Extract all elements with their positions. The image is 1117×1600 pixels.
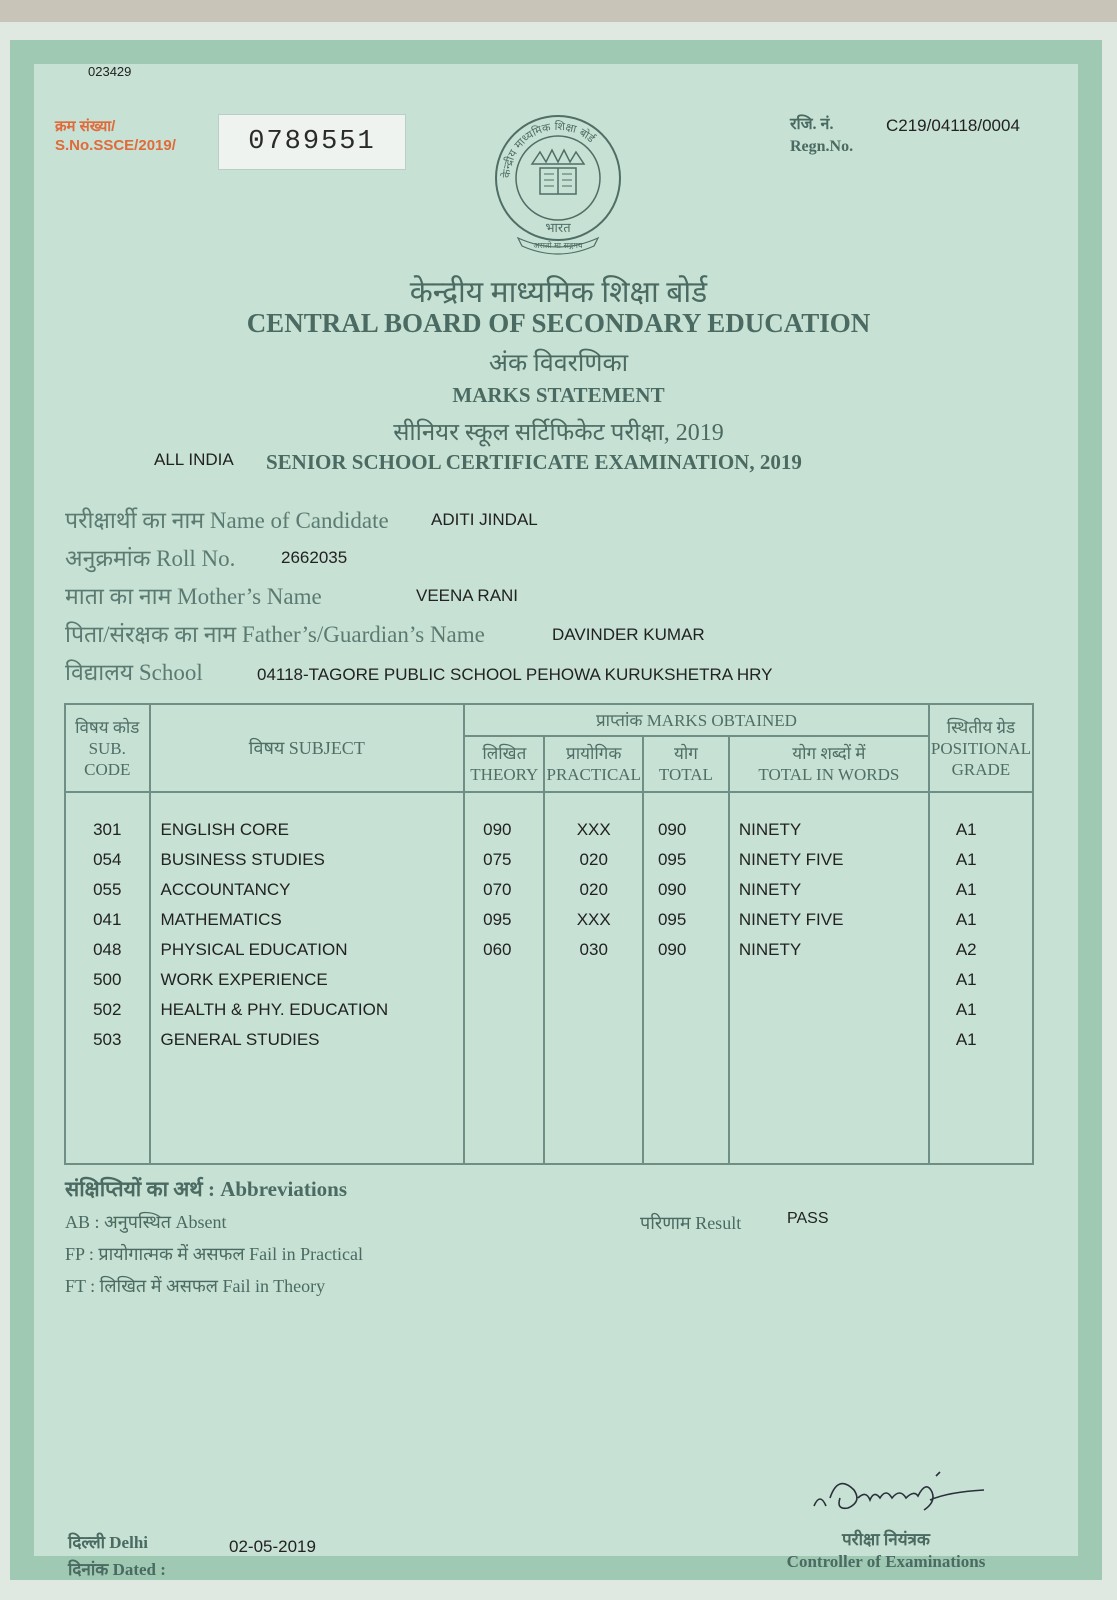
board-name-hindi: केन्द्रीय माध्यमिक शिक्षा बोर्ड <box>409 276 708 309</box>
school-name: 04118-TAGORE PUBLIC SCHOOL PEHOWA KURUKSHETRA HRY <box>257 665 773 684</box>
controller-title-english: Controller of Examinations <box>786 1552 986 1571</box>
table-cell-subject: GENERAL STUDIES <box>160 1030 320 1049</box>
table-cell-grade: A1 <box>955 820 977 839</box>
table-cell-grade: A2 <box>955 940 977 959</box>
header-code-en2: CODE <box>84 759 131 779</box>
table-cell-code: 055 <box>93 880 122 899</box>
table-cell-theory: 070 <box>483 880 512 899</box>
place-label: दिल्ली Delhi <box>68 1533 148 1552</box>
column-total-in-words <box>729 792 929 1164</box>
table-cell-code: 048 <box>93 940 122 959</box>
table-cell-grade: A1 <box>955 1000 977 1019</box>
controller-signature <box>808 1462 988 1537</box>
abbr-fail-theory: FT : लिखित में असफल Fail in Theory <box>65 1276 326 1296</box>
serial-number-box <box>218 114 406 170</box>
table-cell-theory: 095 <box>483 910 512 929</box>
emblem-text-top: केन्द्रीय माध्यमिक शिक्षा बोर्ड <box>499 119 598 179</box>
table-cell-subject: ENGLISH CORE <box>160 820 289 839</box>
table-cell-total: 095 <box>657 850 687 869</box>
table-cell-subject: MATHEMATICS <box>160 910 282 929</box>
table-cell-total: 090 <box>657 880 687 899</box>
table-cell-total: 090 <box>657 820 687 839</box>
table-cell-theory: 075 <box>483 850 512 869</box>
header-sub-code <box>65 704 150 792</box>
marks-table <box>64 703 1034 1165</box>
header-words-en: TOTAL IN WORDS <box>758 765 900 784</box>
header-grade-en1: POSITIONAL <box>930 738 1031 758</box>
school-label: विद्यालय School <box>65 660 203 685</box>
table-cell-code: 301 <box>93 820 122 839</box>
column-code <box>65 792 150 1164</box>
regn-label-en: Regn.No. <box>790 138 854 155</box>
father-name-label: पिता/संरक्षक का नाम Father’s/Guardian’s Name <box>65 622 485 647</box>
header-words-hi: योग शब्दों में <box>792 744 866 763</box>
dated-label: दिनांक Dated : <box>68 1560 166 1579</box>
header-total-en: TOTAL <box>658 765 713 784</box>
header-theory-en: THEORY <box>470 765 539 784</box>
candidate-name-label: परीक्षार्थी का नाम Name of Candidate <box>65 508 389 533</box>
abbreviations-title: संक्षिप्तियों का अर्थ : Abbreviations <box>65 1177 348 1201</box>
table-cell-practical: 020 <box>579 850 608 869</box>
header-code-hi: विषय कोड <box>75 717 140 737</box>
svg-text:केन्द्रीय माध्यमिक शिक्षा बोर् <box>500 120 598 178</box>
table-cell-code: 054 <box>93 850 122 869</box>
serial-label <box>55 117 176 155</box>
serial-label-en: S.No.SSCE/2019/ <box>55 137 176 154</box>
table-cell-subject: HEALTH & PHY. EDUCATION <box>160 1000 389 1019</box>
table-cell-words: NINETY <box>738 820 802 839</box>
header-theory-hi: लिखित <box>482 744 527 763</box>
regn-label <box>790 114 853 158</box>
table-cell-grade: A1 <box>955 1030 977 1049</box>
table-cell-code: 502 <box>93 1000 122 1019</box>
abbr-absent: AB : अनुपस्थित Absent <box>65 1212 227 1232</box>
mother-name: VEENA RANI <box>416 586 519 605</box>
top-serial: 023429 <box>88 64 132 79</box>
table-cell-grade: A1 <box>955 910 977 929</box>
exam-title-english: SENIOR SCHOOL CERTIFICATE EXAMINATION, 2019 <box>266 450 802 474</box>
issue-date: 02-05-2019 <box>229 1537 316 1556</box>
table-cell-practical: 030 <box>579 940 608 959</box>
controller-title-hindi: परीक्षा नियंत्रक <box>842 1530 930 1549</box>
father-name: DAVINDER KUMAR <box>552 625 705 644</box>
table-cell-subject: PHYSICAL EDUCATION <box>160 940 348 959</box>
header-total-in-words <box>729 736 929 792</box>
table-cell-subject: BUSINESS STUDIES <box>160 850 325 869</box>
exam-scope: ALL INDIA <box>154 450 234 469</box>
column-grade <box>929 792 1033 1164</box>
header-total-hi: योग <box>674 744 698 763</box>
header-code-en1: SUB. <box>88 738 126 758</box>
table-cell-words: NINETY <box>738 880 802 899</box>
header-practical <box>544 736 642 792</box>
candidate-name: ADITI JINDAL <box>431 510 538 529</box>
header-theory <box>464 736 544 792</box>
doc-title-hindi: अंक विवरणिका <box>488 350 629 377</box>
result-value: PASS <box>787 1210 829 1227</box>
table-cell-practical: 020 <box>579 880 608 899</box>
table-cell-grade: A1 <box>955 880 977 899</box>
result-label: परिणाम Result <box>640 1213 742 1233</box>
table-cell-practical: XXX <box>576 820 611 839</box>
table-cell-theory: 090 <box>483 820 512 839</box>
header-subject: विषय SUBJECT <box>150 704 465 792</box>
header-practical-en: PRACTICAL <box>546 765 641 784</box>
emblem-motto: असतो मा सद्गमय <box>533 241 583 250</box>
table-cell-total: 095 <box>657 910 687 929</box>
exam-title-hindi: सीनियर स्कूल सर्टिफिकेट परीक्षा, 2019 <box>393 420 724 446</box>
cbse-emblem-icon <box>488 108 628 256</box>
column-practical <box>544 792 642 1164</box>
serial-number: 0789551 <box>248 127 376 157</box>
emblem-text-mid: भारत <box>545 221 571 236</box>
header-marks-obtained: प्राप्तांक MARKS OBTAINED <box>464 704 929 736</box>
table-cell-code: 500 <box>93 970 122 989</box>
board-name-english: CENTRAL BOARD OF SECONDARY EDUCATION <box>246 308 871 338</box>
header-practical-hi: प्रायोगिक <box>566 744 622 763</box>
table-cell-words: NINETY FIVE <box>738 850 844 869</box>
mother-name-label: माता का नाम Mother’s Name <box>65 584 322 609</box>
doc-title-english: MARKS STATEMENT <box>452 383 665 407</box>
header-total <box>643 736 729 792</box>
column-theory <box>464 792 544 1164</box>
table-cell-practical: XXX <box>576 910 611 929</box>
table-cell-code: 503 <box>93 1030 122 1049</box>
table-cell-subject: ACCOUNTANCY <box>160 880 291 899</box>
roll-label: अनुक्रमांक Roll No. <box>65 546 236 571</box>
table-cell-subject: WORK EXPERIENCE <box>160 970 328 989</box>
table-cell-words: NINETY FIVE <box>738 910 844 929</box>
regn-label-hi: रजि. नं. <box>790 116 834 133</box>
header-grade-hi: स्थितीय ग्रेड <box>946 717 1016 737</box>
table-cell-theory: 060 <box>483 940 512 959</box>
column-total <box>643 792 729 1164</box>
table-cell-code: 041 <box>93 910 122 929</box>
header-positional-grade <box>929 704 1033 792</box>
serial-label-hi: क्रम संख्या/ <box>55 118 116 135</box>
table-cell-total: 090 <box>657 940 687 959</box>
table-cell-grade: A1 <box>955 850 977 869</box>
regn-number: C219/04118/0004 <box>886 116 1020 135</box>
column-subject <box>150 792 465 1164</box>
abbr-fail-practical: FP : प्रायोगात्मक में असफल Fail in Practical <box>65 1244 364 1264</box>
table-cell-words: NINETY <box>738 940 802 959</box>
header-grade-en2: GRADE <box>951 759 1011 779</box>
table-cell-grade: A1 <box>955 970 977 989</box>
roll-number: 2662035 <box>281 548 348 567</box>
